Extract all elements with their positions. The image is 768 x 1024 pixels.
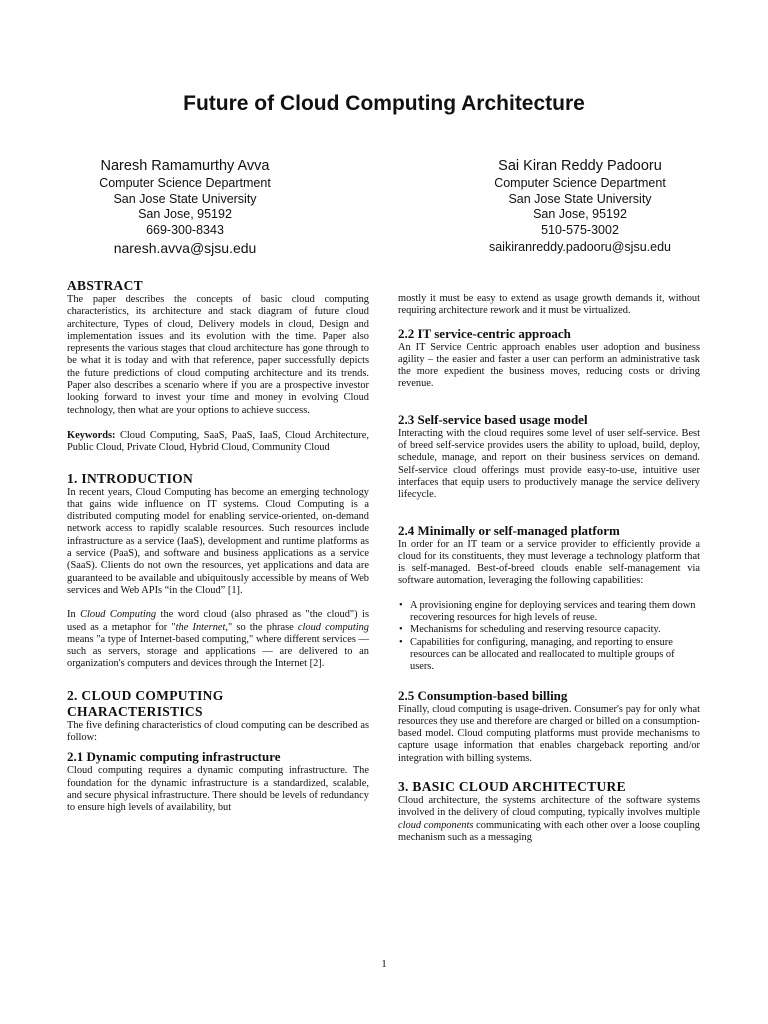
page-number: 1 [381,958,387,970]
section-2-4-heading: 2.4 Minimally or self-managed platform [398,522,620,538]
author-block-2 [445,157,715,256]
characteristics-heading [67,688,369,720]
text-run: Cloud architecture, the systems architecture of the software systems involved in the delivery of cloud computing, typically involves multiple [398,795,700,819]
architecture-text [398,795,700,844]
author-email: saikiranreddy.padooru@sjsu.edu [488,240,671,255]
section-2-2-text: An IT Service Centric approach enables user adoption and business agility – the easier and faster a user can perform an administrative task the more expedient the business moves, reducing costs or driving revenue. [398,341,700,390]
text-run: In [67,609,81,621]
author-phone: 510-575-3002 [541,222,619,237]
heading-line: 2. CLOUD COMPUTING [67,687,224,703]
text-run: the word cloud (also phrased as "the cloud") is used as a metaphor for " [67,609,369,633]
abstract-heading: ABSTRACT [67,278,143,293]
text-run: communicating with each other over a loose coupling mechanism such as a messaging [398,819,700,843]
keywords [67,430,369,455]
introduction-paragraph-1: In recent years, Cloud Computing has become an emerging technology that gains wide influence on IT systems. Cloud Computing is a distributed computing model for enabling service-oriented, on-demand network access to rapidly scalable resources. Such resources include infrastructure as a service (IaaS), development and runtime platforms as a service (PaaS), and software and business applications as a service (SaaS). Clients do not own the resources, yet applications and data are guaranteed to be available and ubiquitously accessible by means of Web services and Web APIs “in the Cloud” [1]. [67,486,369,596]
author-name: Naresh Ramamurthy Avva [100,158,270,174]
characteristics-intro: The five defining characteristics of cloud computing can be described as follow: [67,719,369,744]
author-university: San Jose State University [113,191,257,206]
architecture-heading: 3. BASIC CLOUD ARCHITECTURE [398,779,626,795]
right-column [398,293,700,844]
paper-title: Future of Cloud Computing Architecture [183,92,585,115]
capabilities-list [398,600,700,674]
section-2-3-heading: 2.3 Self-service based usage model [398,411,588,427]
section-2-1-text: Cloud computing requires a dynamic computing infrastructure. The foundation for the dynamic infrastructure is a standardized, scalable, and secure physical infrastructure. There should be levels of redundancy to ensure high levels of availability, but [67,765,369,814]
author-city: San Jose, 95192 [138,207,232,222]
section-2-2-heading: 2.2 IT service-centric approach [398,325,571,341]
section-2-4-text: In order for an IT team or a service provider to efficiently provide a cloud for its constituents, they must leverage a technology platform that is self-managed. Best-of-breed clouds enable self-management via software automation, leveraging the following capabilities: [398,538,700,587]
abstract-text: The paper describes the concepts of basic cloud computing characteristics, its architecture and stack diagram of future cloud architecture, Types of cloud, Delivery models in cloud, Design and implementation issues and its evolution with the time. Paper also represents the various stages that cloud architecture has gone through to be what it is today and with that reference, paper successfully depicts the future predictions of cloud computing architecture and its trends. Paper also describes a scenario where if you are a prospective investor looking forward to invest your time and money in evolving Cloud technology, then what are your options to achieve success. [67,294,369,416]
author-phone: 669-300-8343 [146,222,224,237]
section-2-1-continued: mostly it must be easy to extend as usage growth demands it, without requiring architecture rework and it must be virtualized. [398,293,700,317]
heading-line: CHARACTERISTICS [67,703,203,719]
author-email: naresh.avva@sjsu.edu [113,240,257,257]
section-2-3-text: Interacting with the cloud requires some level of user self-service. Best of breed self-service provides users the ability to upload, build, deploy, schedule, manage, and report on their business services on demand. Self-service cloud offerings must provide easy-to-use, intuitive user interfaces that equip users to productively manage the service delivery lifecycle. [398,427,700,501]
emphasis: Cloud Computing [80,609,157,621]
author-city: San Jose, 95192 [533,207,627,222]
section-2-1-heading: 2.1 Dynamic computing infrastructure [67,749,281,765]
left-column [67,278,369,815]
author-block-1 [50,157,320,258]
emphasis: cloud computing [297,621,370,633]
introduction-heading: 1. INTRODUCTION [67,470,194,486]
author-department: Computer Science Department [494,176,666,190]
author-name: Sai Kiran Reddy Padooru [498,158,662,174]
keywords-label: Keywords: [67,429,116,441]
text-run: ," so the phrase [225,621,298,633]
list-item: • Mechanisms for scheduling and reserving resource capacity. [398,624,700,636]
list-item: • Capabilities for configuring, managing, and reporting to ensure resources can be allocated and reallocated to multiple groups of users. [398,637,700,674]
emphasis: the Internet [175,621,226,633]
introduction-paragraph-2 [67,609,369,670]
author-university: San Jose State University [508,191,652,206]
section-2-5-text: Finally, cloud computing is usage-driven. Consumer's pay for only what resources they use and therefore are charged or billed on a consumption-based model. Cloud computing platforms must provide mechanisms to capture usage information that enables chargeback reporting and/or integration with billing systems. [398,703,700,764]
emphasis: cloud components [398,819,474,831]
list-item: • A provisioning engine for deploying services and tearing them down recovering resources for high levels of reuse. [398,600,700,625]
section-2-5-heading: 2.5 Consumption-based billing [398,687,568,703]
keywords-text: Cloud Computing, SaaS, PaaS, IaaS, Cloud Architecture, Public Cloud, Private Cloud, Hybrid Cloud, Community Cloud [67,429,369,454]
author-department: Computer Science Department [99,176,271,190]
text-run: means "a type of Internet-based computing," where different services — such as servers, storage and applications — are delivered to an organization's computers and devices through the Internet [2]. [67,633,369,670]
